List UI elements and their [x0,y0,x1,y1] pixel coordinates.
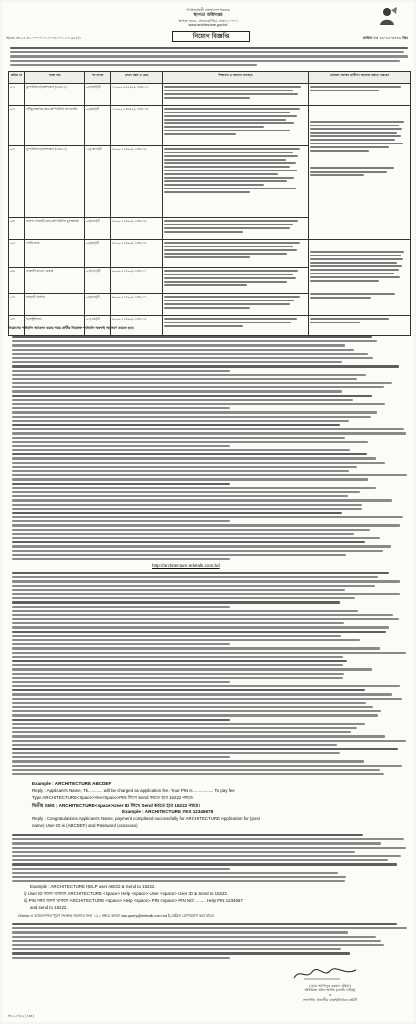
text-line [12,727,357,729]
text-line [12,357,373,359]
text-line [12,453,367,455]
online-application-link[interactable]: http://architecture.teletalk.com.bd [152,563,220,568]
text-line [12,681,230,683]
text-line [12,491,360,493]
text-line [12,495,348,497]
text-line [12,752,340,754]
table-row: ০৪। অফিস সহকারী-কাম-কম্পিউটার মুদ্রাক্ষরিক ০৪(চার)টি ৯৩০০-২২৪৯০/- গ্রেড-১৬ [9,218,411,240]
text-line [12,437,345,439]
text-line [12,428,404,430]
department-website[interactable]: www.architecture.gov.bd [188,23,228,27]
sms-congrats-line: name) User ID is (ABCDEF) and Password (xxxxxxxx) [32,823,138,828]
text-line [12,706,373,708]
text-line [12,668,372,670]
notice-title: নিয়োগ বিজ্ঞপ্তি [172,31,250,42]
text-line [12,361,342,363]
text-line [12,512,342,514]
text-line [12,714,378,716]
sms-example-yes: Example : ARCHITECTURE YES 12345678 [122,809,214,814]
text-line [12,550,383,552]
text-line [12,631,386,633]
text-line [12,386,384,388]
signatory-connector: ও [328,993,332,997]
text-line [12,382,392,384]
text-line [12,593,400,595]
text-line [12,432,406,434]
text-line [12,851,355,853]
table-row: ০১। ড্রাফটসম্যান/নকশাকার (গ্রেড-২) ০৮(আট)টি ১১০০০-২৬৫৯০/- গ্রেড-১৩ [9,84,411,106]
text-line [12,748,398,750]
text-line [12,457,376,459]
text-line [12,529,370,531]
text-line [12,618,399,620]
table-row: ০৩। ড্রাফটসম্যান/নকশাকার (গ্রেড-৩) ১৬(ষোল)টি ৯৩০০-২২৪৯০/- গ্রেড-১৬ [9,146,411,218]
text-line [12,606,230,608]
text-line [12,541,365,543]
text-line [12,340,377,342]
text-line [12,952,350,954]
text-line [12,466,357,468]
column-header: পদ সংখ্যা [85,72,111,84]
text-line [12,760,364,762]
column-header: শিক্ষাগত ও অন্যান্য যোগ্যতা [163,72,309,84]
text-line [12,735,385,737]
text-line [12,931,348,933]
text-line [12,656,343,658]
text-line [12,863,397,865]
notice-page [2,2,414,1022]
table-row: ০৬। সহকারী মডেল মেকার ০৩(তিন)টি ৯০০০-২১৮০০/- গ্রেড-১৭ [9,268,411,294]
text-line [12,940,381,942]
sms-help-line: and send to 16222. [30,905,68,910]
text-line [12,868,230,870]
text-line [12,847,406,849]
text-line [12,478,368,480]
text-line [12,639,360,641]
text-line [12,407,230,409]
intro-paragraph [10,45,408,69]
text-line [12,416,371,418]
text-line [12,558,230,560]
text-line [12,537,380,539]
text-line [12,390,342,392]
text-line [12,731,351,733]
text-line [12,673,344,675]
conditions-block-3 [12,832,408,884]
text-line [12,614,393,616]
text-line [12,957,230,959]
column-header: পদের নাম [25,72,85,84]
text-line [12,378,357,380]
signatory-title: অতিরিক্ত প্রধান স্থপতি (চলতি দায়িত্ব) [304,988,356,992]
signatory-name: (মোঃ আসিফুর রহমান ভূঁইয়া) [309,984,351,988]
text-line [12,689,365,691]
text-line [12,652,406,654]
text-line [12,944,384,946]
text-line [12,927,407,929]
table-row: ০৫। গাড়ীচালক ০৬(ছয়)টি ৯৩০০-২২৪৯০/- গ্রেড-১৬ [9,240,411,268]
sms-second-step: দ্বিতীয় SMS : ARCHITECTURE<space>User ID লিখে Send করতে হবে 16222 নম্বরে। [32,803,200,808]
text-line [12,723,365,725]
text-line [12,923,397,925]
text-line [12,424,340,426]
column-header: ক্রমিক নং [9,72,25,84]
text-line [12,773,384,775]
sms-reply-line: Type ARCHITECTURE<Space>Yes<Space>PIN লিখে Send করতে হবে 16222 নম্বরে। [32,795,194,800]
posts-table [8,71,411,336]
text-line [12,572,389,574]
text-line [12,365,399,367]
text-line [12,487,376,489]
sms-help-line: i) User ID জানা থাকলে ARCHITECTURE <space> Help <space> User <space> User ID & Send to 16222. [24,891,229,896]
text-line [12,576,378,578]
text-line [12,626,389,628]
table-header-row [9,72,411,84]
text-line [12,635,341,637]
text-line [12,597,355,599]
text-line [12,677,343,679]
text-line [12,336,372,338]
text-line [12,664,343,666]
sms-reply-line: Reply : Applicant's Name, Tk............ will be charged as application fee. Your PIN is ................ To pay fee [32,788,235,793]
table-row: ০৭। সহকারী প্রিন্টার ০৪(চার)টি ৯০০০-২১৮০০/- গ্রেড-১৭ [9,294,411,316]
text-line [12,876,346,878]
table-row: ০৮। ইলেক্ট্রিশিয়ান ০১(এক)টি ৯৩০০-২২৪৯০/- গ্রেড-১৬ [9,316,411,336]
text-line [12,441,368,443]
text-line [12,872,338,874]
text-line [12,349,354,351]
text-line [12,643,230,645]
column-header: যেসকল জেলার প্রার্থীগণ আবেদন করতে পারবেন [309,72,411,84]
sms-help-line: Example : ARCHITECTURE HELP user ABCD & Send to 16222. [30,884,156,889]
text-line [12,474,407,476]
text-line [12,520,230,522]
text-line [12,353,368,355]
text-line [12,449,350,451]
conditions-block-1 [12,334,408,562]
text-line [12,936,376,938]
signature-block [270,966,390,1014]
text-line [12,344,345,346]
conditions-block-4 [12,921,408,961]
text-line [12,685,400,687]
text-line [12,524,400,526]
conditions-title: নিয়োগের শর্তাবলি আবেদন করার সময় প্রার্থীর নিম্নোক্ত শর্তাবলি অবশ্যই অনুসরণ করতে হবে। [8,326,134,330]
text-line [12,462,385,464]
bangabandhu-portrait-icon [378,6,398,26]
signatory-committee: সভাপতি, বিভাগীয় বাছাই/নির্বাচন কমিটি [302,998,357,1002]
text-line [12,622,344,624]
memo-number: স্মারক নং-২৫.৩১.০০০০.০১০.০৩.০০১.১৭.৯৮৫/১ [6,36,82,40]
government-name: গণপ্রজাতন্ত্রী বাংলাদেশ সরকার [186,8,230,12]
text-line [12,420,349,422]
text-line [12,470,349,472]
text-line [12,744,337,746]
sms-help-line: ii) PIN নম্বর জানা থাকলে ARCHITECTURE <space> Help <space> PIN <space> PIN NO: ........ Help PIN 1234567 [24,898,243,903]
text-line [12,589,345,591]
query-contact-line: Online-এ আবেদনপত্র পূরণ সংক্রান্ত সমস্যার জন্য ১২১ নম্বরে অথবা vas.query@teletalk.com.bd ই-মেইলে যোগাযোগ করা যাবে। [18,914,215,918]
text-line [12,834,363,836]
text-line [12,647,380,649]
column-header: বেতন স্কেল ও গ্রেড [111,72,163,84]
footer-code: জি-১৫৭/২২ (১x৪) [8,1014,34,1018]
text-line [12,702,366,704]
text-line [12,710,381,712]
text-line [12,483,230,485]
sms-congrats-line: Reply : Congratulations Applicant's Name, payment completed successfully for ARCHITECTURE Application for (post [32,816,260,821]
text-line [12,499,392,501]
text-line [12,769,380,771]
text-line [12,660,347,662]
conditions-block-2 [12,570,408,777]
text-line [12,516,403,518]
notice-date: তারিখ ঃ ২১-১১-২০২২ খ্রিঃ [362,36,408,40]
text-line [12,880,345,882]
text-line [12,411,377,413]
text-line [12,838,404,840]
text-line [12,693,392,695]
text-line [12,855,401,857]
text-line [12,765,402,767]
text-line [12,403,385,405]
text-line [12,601,340,603]
text-line [12,545,391,547]
text-line [12,395,372,397]
text-line [12,374,366,376]
text-line [12,399,353,401]
text-line [12,756,230,758]
text-line [12,842,381,844]
text-line [12,610,358,612]
signature-icon [290,966,360,982]
text-line [12,740,406,742]
table-row: ০২। সাঁটমুদ্রাক্ষরিক-কাম-কম্পিউটার অপারেটর ০৬(ছয়)টি ১০২০০-২৪৬৮০/- গ্রেড-১৪ [9,106,411,146]
text-line [12,370,230,372]
text-line [12,719,230,721]
text-line [12,585,375,587]
text-line [12,533,354,535]
text-line [12,698,402,700]
text-line [12,580,400,582]
sms-example-heading: Example : ARCHITECTURE ABCDEF [32,781,112,786]
text-line [12,554,346,556]
text-line [12,859,388,861]
department-name: স্থাপত্য অধিদপ্তর [193,13,223,18]
department-address: স্থাপত্য ভবন, সেগুনবাগিচা, ঢাকা-১০০০। [178,19,238,23]
text-line [12,948,341,950]
text-line [12,508,362,510]
text-line [12,445,230,447]
text-line [12,504,362,506]
